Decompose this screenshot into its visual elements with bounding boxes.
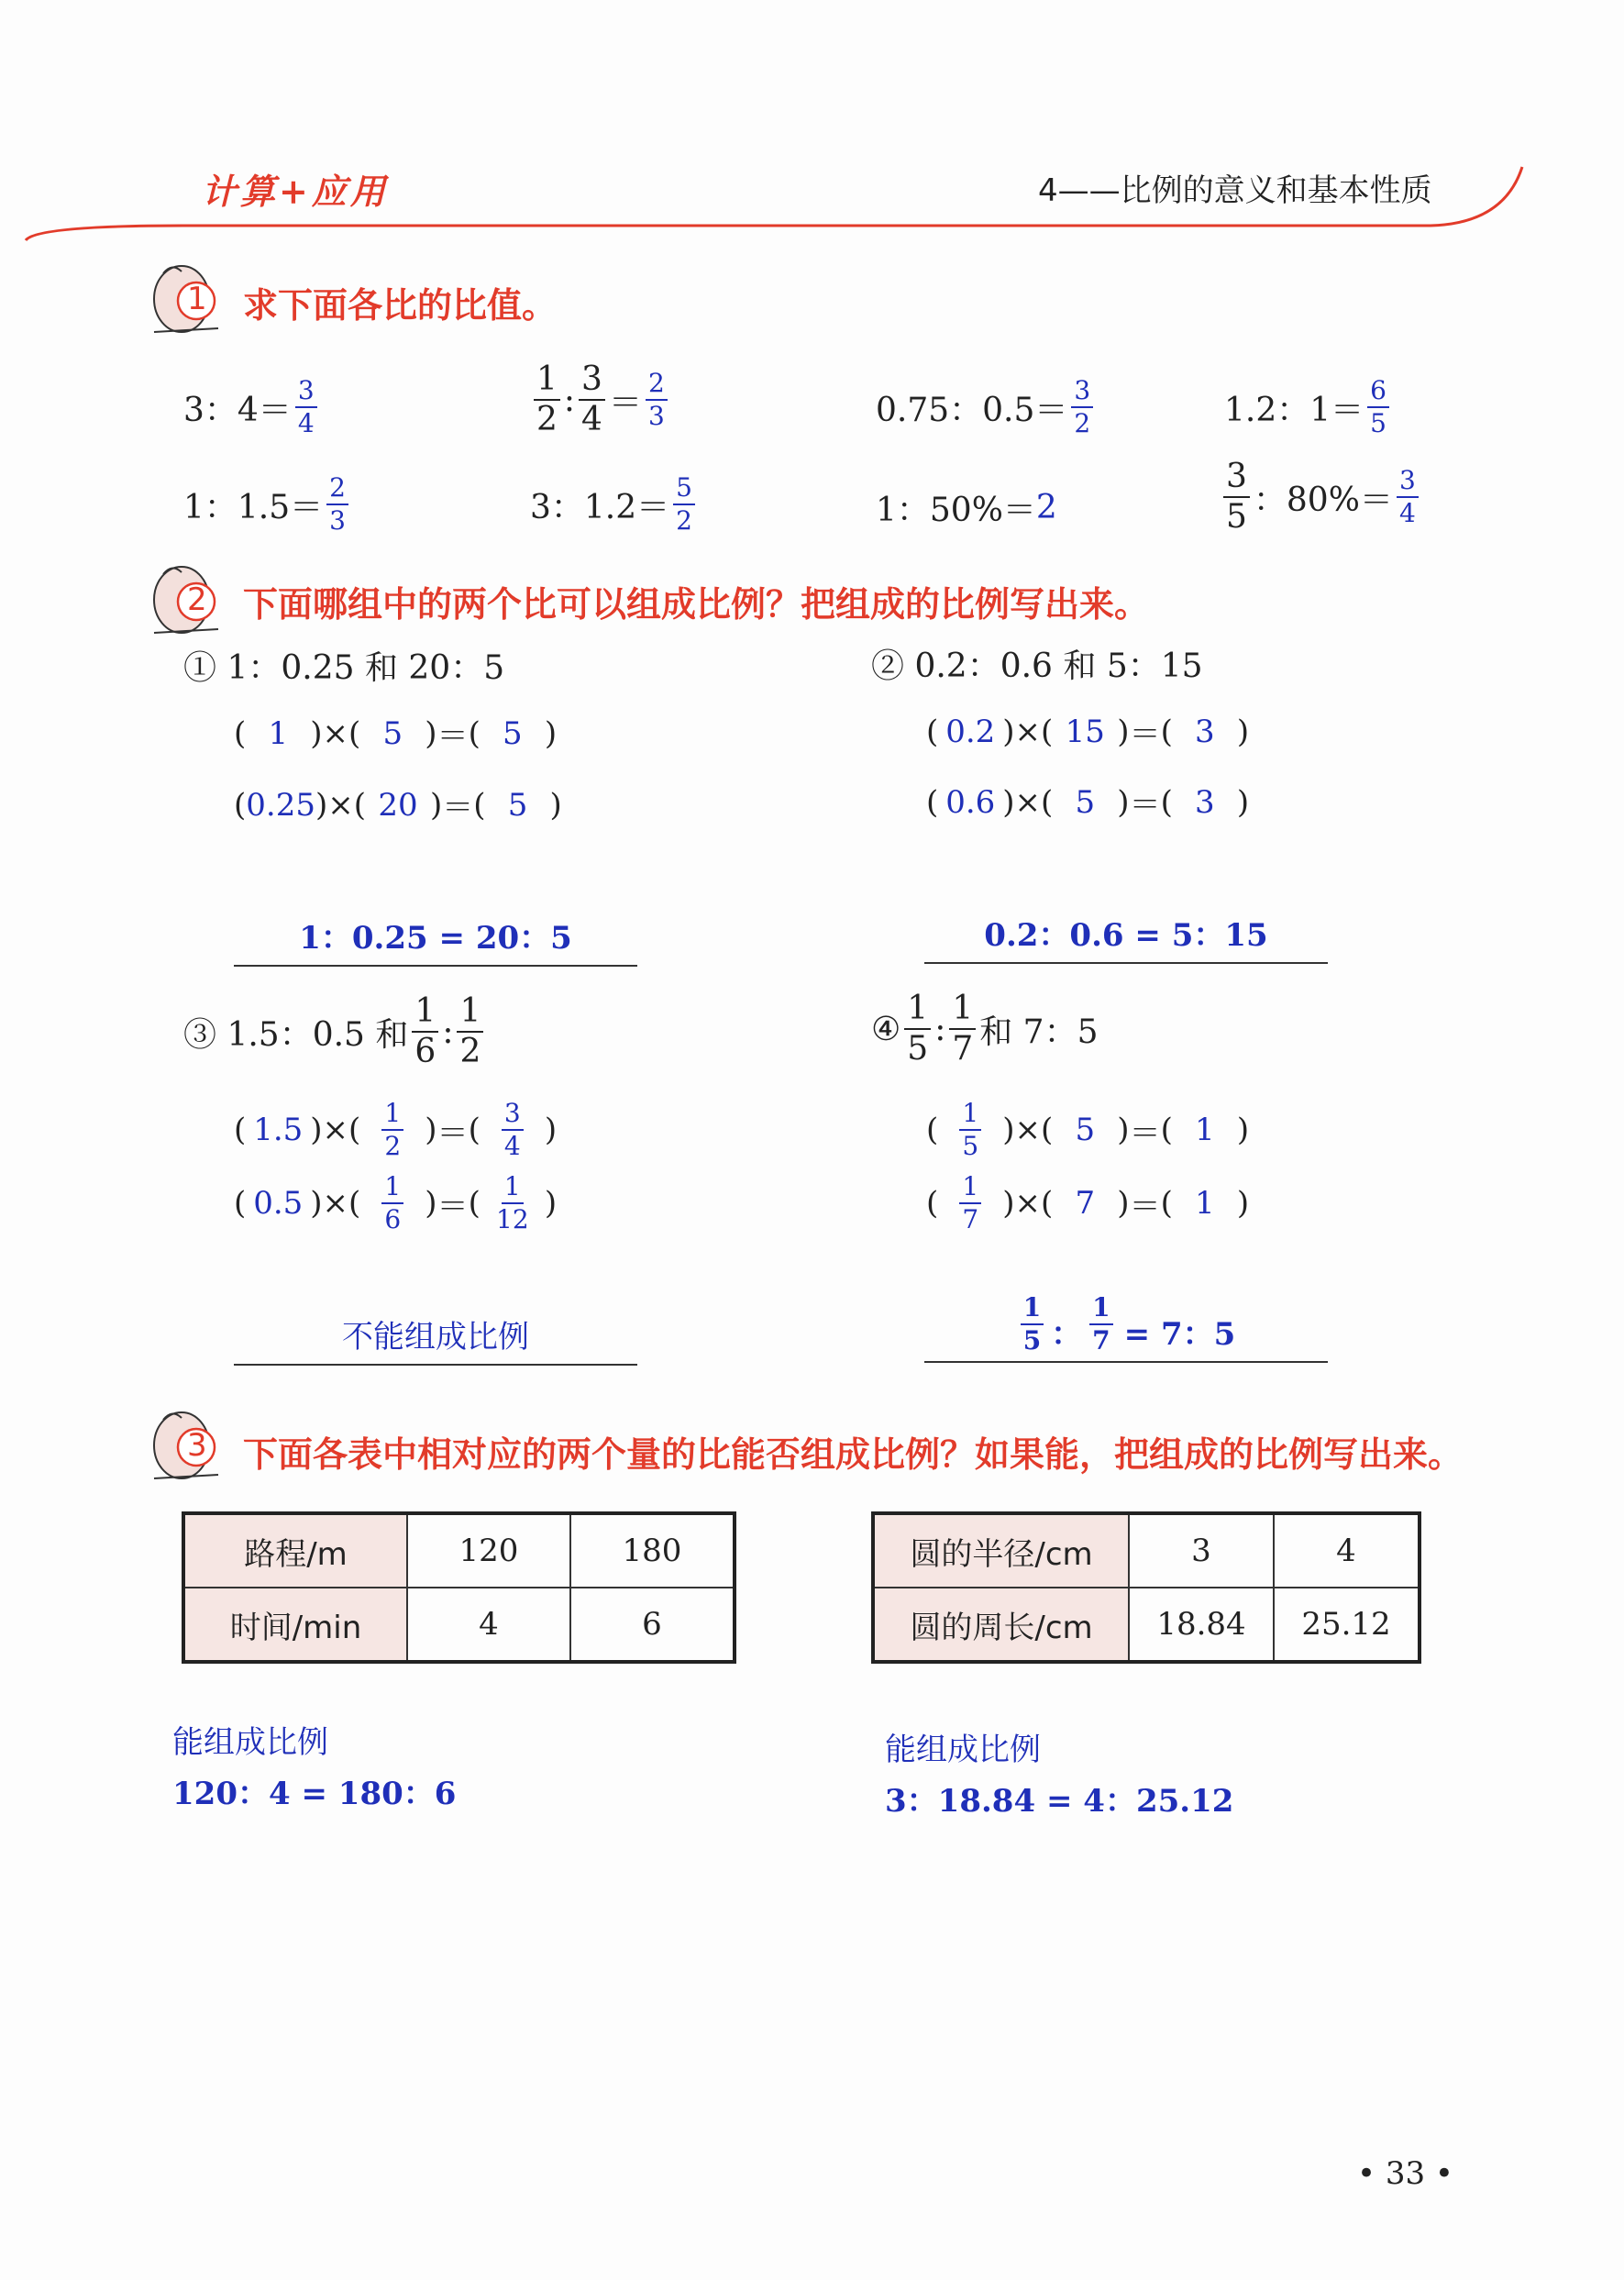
answer-fraction: $\frac{3}{4}$: [295, 378, 317, 437]
answer-fraction: $\frac{3}{2}$: [1071, 378, 1093, 437]
table-distance-time: [182, 1511, 736, 1664]
section-1-title: 求下面各比的比值。: [243, 285, 558, 326]
section-number: 3: [187, 1427, 207, 1464]
problem-1-answer: 1：0.25 = 20：5: [234, 913, 637, 967]
ratio-35-80pct: $\frac{3}{5}$ ：80%＝ $\frac{3}{4}$: [1220, 460, 1422, 534]
ratio-075-05: 0.75：0.5＝ $\frac{3}{2}$: [876, 378, 1097, 437]
ratio-3-4: 3：4＝ $\frac{3}{4}$: [183, 378, 321, 437]
ratio-3-12: 3：1.2＝ $\frac{5}{2}$: [530, 475, 699, 534]
table-row: 圆的半径/cm 3 4: [873, 1513, 1420, 1588]
section-number: 2: [187, 581, 207, 618]
answer-fraction: $\frac{5}{2}$: [673, 475, 695, 534]
problem-1-label: ① 1：0.25 和 20：5: [183, 649, 505, 687]
answer-fraction: $\frac{3}{4}$: [1397, 468, 1419, 526]
answer-fraction: $\frac{6}{5}$: [1367, 378, 1389, 437]
section-2-badge: [145, 558, 229, 646]
problem-3-row-2: ( 0.5 ) × ( $\frac{1}{6}$ ) ＝ ( $\frac{1}{12}$ ): [234, 1171, 558, 1234]
table-row: 时间/min 4 6: [183, 1588, 735, 1662]
header-chapter-title: 4——比例的意义和基本性质: [1038, 172, 1432, 209]
problem-3-label: ③ 1.5：0.5 和 $\frac{1}{6}$ : $\frac{1}{2}$: [183, 995, 487, 1068]
problem-2-row-2: ( 0.6 ) × ( 5 ) ＝ ( 3 ): [926, 783, 1250, 824]
table-2-answer-proportion: 3：18.84 = 4：25.12: [885, 1783, 1234, 1820]
ratio-12-1: 1.2：1＝ $\frac{6}{5}$: [1224, 378, 1393, 437]
problem-4-label: ④ $\frac{1}{5}$ : $\frac{1}{7}$ 和 7：5: [871, 990, 1099, 1068]
section-2-title: 下面哪组中的两个比可以组成比例？把组成的比例写出来。: [243, 584, 1150, 625]
section-3-badge: [145, 1403, 229, 1491]
problem-4-row-1: ( $\frac{1}{5}$ ) × ( 5 ) ＝ ( 1 ): [926, 1098, 1250, 1161]
table-2-answer-text: 能组成比例: [885, 1732, 1041, 1768]
ratio-half-threequarter: $\frac{1}{2}$ : $\frac{3}{4}$ ＝ $\frac{2}{3}$: [530, 363, 671, 437]
ratio-1-15: 1：1.5＝ $\frac{2}{3}$: [183, 475, 352, 534]
problem-2-answer: 0.2：0.6 = 5：15: [924, 910, 1328, 964]
ratio-1-50pct: 1：50%＝ 2: [876, 489, 1057, 529]
answer-fraction: $\frac{2}{3}$: [646, 371, 668, 429]
page-number: • 33 •: [1357, 2155, 1453, 2192]
table-row: 圆的周长/cm 18.84 25.12: [873, 1588, 1420, 1662]
problem-1-row-2: ( 0.25 ) × ( 20 ) ＝ ( 5 ): [234, 786, 562, 826]
problem-2-row-1: ( 0.2 ) × ( 15 ) ＝ ( 3 ): [926, 713, 1250, 753]
problem-4-row-2: ( $\frac{1}{7}$ ) × ( 7 ) ＝ ( 1 ): [926, 1171, 1250, 1234]
answer-value: 2: [1035, 489, 1057, 526]
section-number: 1: [187, 281, 207, 317]
section-3-title: 下面各表中相对应的两个量的比能否组成比例？如果能，把组成的比例写出来。: [243, 1434, 1464, 1475]
problem-4-answer: $\frac{1}{5}$ ： $\frac{1}{7}$ = 7：5: [924, 1295, 1328, 1363]
header-category: 计算+应用: [202, 171, 389, 212]
table-1-answer-text: 能组成比例: [172, 1724, 328, 1761]
problem-1-row-1: ( 1 ) × ( 5 ) ＝ ( 5 ): [234, 714, 558, 755]
problem-3-answer: 不能组成比例: [234, 1312, 637, 1366]
answer-fraction: $\frac{2}{3}$: [326, 475, 348, 534]
header-divider-curve: [0, 0, 1624, 275]
section-1-badge: [145, 257, 229, 345]
problem-3-row-1: ( 1.5 ) × ( $\frac{1}{2}$ ) ＝ ( $\frac{3}{4}$ ): [234, 1098, 558, 1161]
problem-2-label: ② 0.2：0.6 和 5：15: [871, 647, 1203, 685]
table-radius-circumference: [871, 1511, 1421, 1664]
table-row: 路程/m 120 180: [183, 1513, 735, 1588]
table-1-answer-proportion: 120：4 = 180：6: [172, 1776, 457, 1812]
